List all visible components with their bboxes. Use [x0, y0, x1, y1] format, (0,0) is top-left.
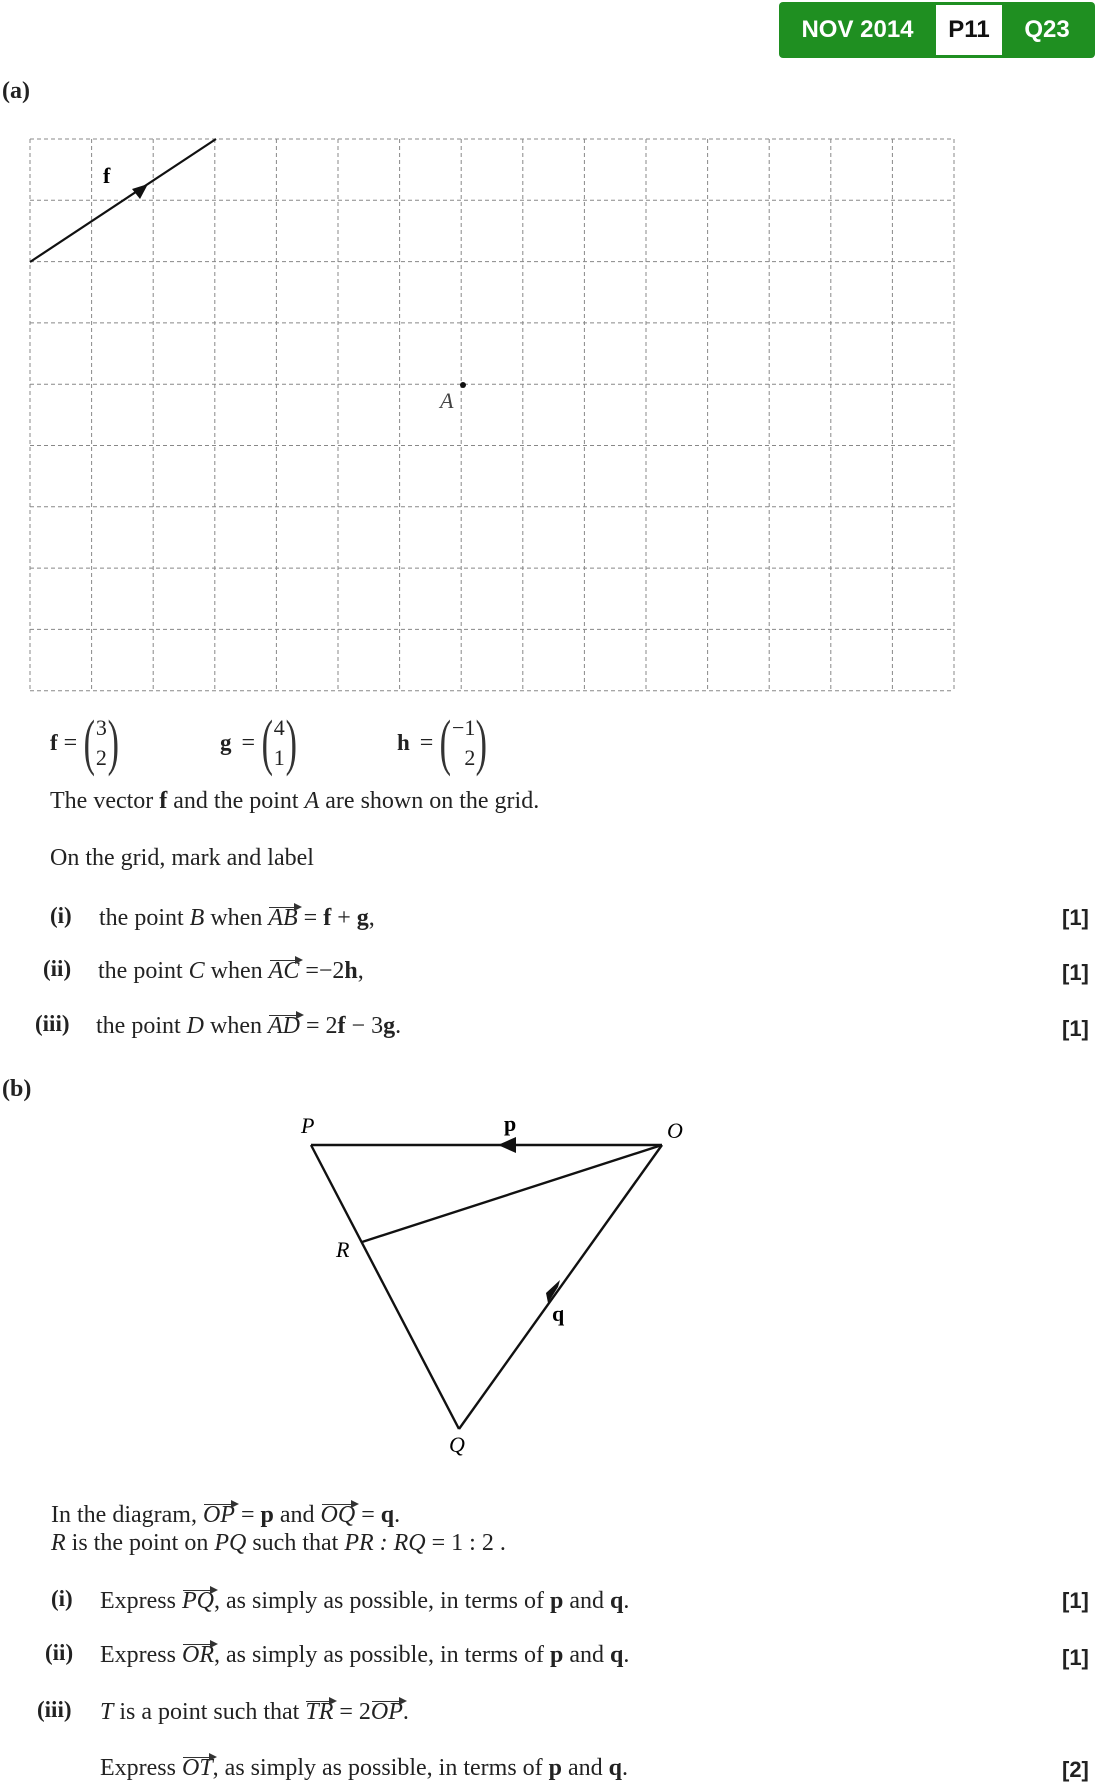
- b-iii-text-1: T is a point such that TR = 2OP.: [100, 1699, 409, 1725]
- vector-f-arrowhead: [132, 184, 148, 199]
- a-iii-number: (iii): [35, 1011, 70, 1036]
- badge-paper: P11: [936, 5, 1002, 55]
- column-vector-h: ( −1 2 ): [439, 709, 488, 777]
- a-ii-marks: [1]: [1062, 960, 1089, 985]
- label-p-point: P: [301, 1113, 315, 1138]
- label-vector-p: p: [504, 1111, 517, 1136]
- a-ii-number: (ii): [43, 956, 72, 981]
- vector-f-def: f = ( 3 2 ): [50, 712, 124, 774]
- badge-session: NOV 2014: [801, 16, 914, 43]
- a-ii-text: the point C when AC =−2h,: [98, 958, 364, 984]
- part-b-line-1: In the diagram, OP = p and OQ = q.: [51, 1502, 401, 1528]
- side-oq: [459, 1145, 662, 1429]
- badge-question: Q23: [1024, 16, 1070, 43]
- b-i-marks: [1]: [1062, 1588, 1089, 1613]
- b-iii-text-2: Express OT, as simply as possible, in terms of p and q.: [100, 1755, 629, 1781]
- point-a-dot: [460, 382, 466, 388]
- a-iii-marks: [1]: [1062, 1016, 1089, 1041]
- vector-g-def: g = ( 4 1 ): [220, 712, 301, 774]
- triangle-diagram: [0, 1100, 1100, 1470]
- label-o-point: O: [667, 1118, 683, 1143]
- vector-f-line: [30, 139, 216, 262]
- b-i-number: (i): [51, 1586, 73, 1611]
- a-i-number: (i): [50, 903, 72, 928]
- b-ii-text: Express OR, as simply as possible, in terms of p and q.: [100, 1642, 630, 1668]
- b-iii-marks: [2]: [1062, 1757, 1089, 1782]
- side-pq: [311, 1145, 459, 1429]
- vector-h-def: h = ( −1 2 ): [397, 712, 492, 774]
- grid-label-a: A: [440, 388, 454, 413]
- part-b-label: (b): [2, 1076, 32, 1102]
- label-q-point: Q: [449, 1432, 465, 1457]
- grid-label-f: f: [103, 163, 111, 188]
- a-iii-text: the point D when AD = 2f − 3g.: [96, 1013, 402, 1039]
- b-i-text: Express PQ, as simply as possible, in terms of p and q.: [100, 1588, 630, 1614]
- part-a-intro-2: On the grid, mark and label: [50, 845, 314, 871]
- b-ii-number: (ii): [45, 1640, 74, 1665]
- b-iii-number: (iii): [37, 1697, 72, 1722]
- b-ii-marks: [1]: [1062, 1645, 1089, 1670]
- column-vector-g: ( 4 1 ): [261, 709, 297, 777]
- part-a-intro-1: The vector f and the point A are shown on the grid.: [50, 788, 540, 814]
- a-i-text: the point B when AB = f + g,: [99, 905, 375, 931]
- label-vector-q: q: [552, 1301, 565, 1326]
- segment-or: [362, 1145, 662, 1242]
- vector-grid: [0, 0, 1100, 720]
- a-i-marks: [1]: [1062, 905, 1089, 930]
- arrow-p: [498, 1137, 516, 1153]
- label-r-point: R: [336, 1237, 350, 1262]
- part-a-label: (a): [2, 78, 30, 104]
- part-b-line-2: R is the point on PQ such that PR : RQ = 1 : 2 .: [51, 1530, 506, 1556]
- column-vector-f: ( 3 2 ): [83, 709, 119, 777]
